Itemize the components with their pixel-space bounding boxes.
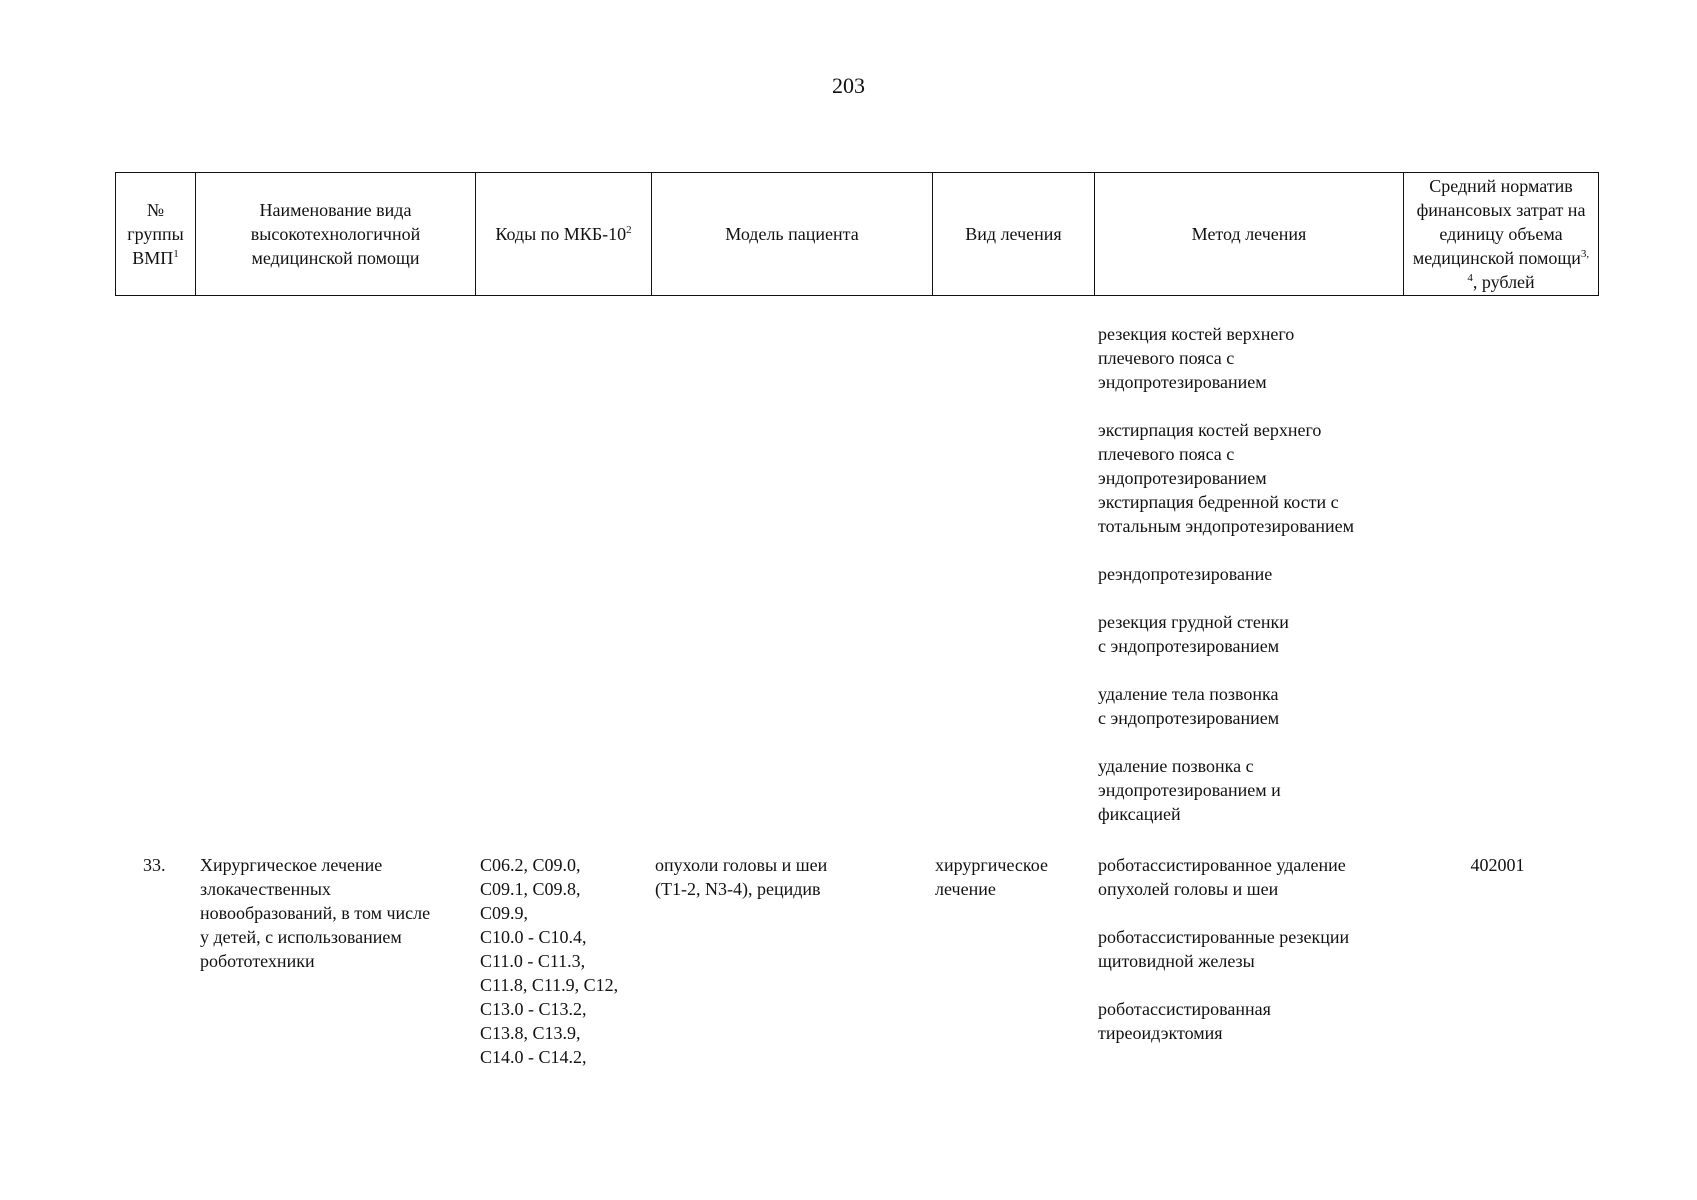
treatment-method-line: с эндопротезированием: [1098, 708, 1280, 728]
row-icd-codes: [480, 853, 650, 1069]
header-group-number: № группы ВМП$^1$: [116, 173, 196, 296]
treatment-method: [1098, 562, 1398, 586]
icd-code-line: C13.0 - C13.2,: [480, 999, 587, 1019]
treatment-method: [1098, 490, 1398, 538]
icd-code-line: C11.0 - C11.3,: [480, 951, 586, 971]
treatment-method-line: тотальным эндопротезированием: [1098, 516, 1355, 536]
header-average-cost: Средний норматив финансовых затрат на единицу объема медицинской помощи$^{3, 4}$, рублей: [1404, 173, 1599, 296]
care-type-name-line: у детей, с использованием: [200, 927, 402, 947]
treatment-method: [1098, 418, 1398, 490]
treatment-method-line: эндопротезированием и: [1098, 780, 1281, 800]
icd-code-line: C09.1, C09.8,: [480, 879, 581, 899]
patient-model-line: (T1-2, N3-4), рецидив: [655, 879, 821, 899]
treatment-method-line: плечевого пояса с: [1098, 444, 1235, 464]
care-type-name-line: робототехники: [200, 951, 315, 971]
treatment-method: [1098, 322, 1398, 394]
row-patient-model: [655, 853, 925, 901]
icd-code-line: C14.0 - C14.2,: [480, 1047, 587, 1067]
header-care-type-name: Наименование вида высокотехнологичной медицинской помощи: [196, 173, 476, 296]
treatment-method: [1098, 853, 1398, 901]
row-care-type-name: [200, 853, 470, 973]
header-treatment-type: Вид лечения: [933, 173, 1095, 296]
icd-code-line: C10.0 - C10.4,: [480, 927, 587, 947]
treatment-method: [1098, 997, 1398, 1045]
treatment-method-line: роботассистированные резекции: [1098, 927, 1350, 947]
treatment-method: [1098, 610, 1398, 658]
icd-code-line: C06.2, C09.0,: [480, 855, 581, 875]
page-number: 203: [832, 73, 865, 98]
care-type-name-line: Хирургическое лечение: [200, 855, 383, 875]
treatment-method-line: роботассистированное удаление: [1098, 855, 1346, 875]
treatment-method-line: реэндопротезирование: [1098, 564, 1273, 584]
treatment-method: [1098, 925, 1398, 973]
care-type-name-line: злокачественных: [200, 879, 331, 899]
treatment-method-line: удаление позвонка с: [1098, 756, 1254, 776]
treatment-method-line: эндопротезированием: [1098, 468, 1267, 488]
treatment-method: [1098, 682, 1398, 730]
table-header: [115, 172, 1599, 296]
row-treatment-methods: [1098, 853, 1398, 1069]
treatment-method-line: щитовидной железы: [1098, 951, 1255, 971]
treatment-method-line: удаление тела позвонка: [1098, 684, 1279, 704]
header-icd-codes: Коды по МКБ-$10^2$: [476, 173, 652, 296]
icd-code-line: C13.8, C13.9,: [480, 1023, 581, 1043]
treatment-method: [1098, 754, 1398, 826]
row-treatment-type: [935, 853, 1085, 901]
icd-code-line: C11.8, C11.9, C12,: [480, 975, 619, 995]
treatment-method-line: опухолей головы и шеи: [1098, 879, 1279, 899]
treatment-method-line: фиксацией: [1098, 804, 1181, 824]
treatment-method-line: резекция грудной стенки: [1098, 612, 1289, 632]
treatment-method-line: плечевого пояса с: [1098, 348, 1235, 368]
treatment-method-line: роботассистированная: [1098, 999, 1271, 1019]
icd-code-line: C09.9,: [480, 903, 529, 923]
treatment-method-line: эндопротезированием: [1098, 372, 1267, 392]
treatment-type-line: хирургическое: [935, 855, 1048, 875]
treatment-method-line: с эндопротезированием: [1098, 636, 1280, 656]
header-treatment-method: Метод лечения: [1095, 173, 1404, 296]
treatment-method-line: тиреоидэктомия: [1098, 1023, 1223, 1043]
treatment-method-line: экстирпация костей верхнего: [1098, 420, 1322, 440]
row-average-cost: 402001: [1470, 855, 1525, 875]
treatment-type-line: лечение: [935, 879, 996, 899]
continued-methods: [1098, 322, 1398, 850]
row-group-number: 33.: [143, 855, 166, 875]
header-patient-model: Модель пациента: [652, 173, 933, 296]
patient-model-line: опухоли головы и шеи: [655, 855, 828, 875]
care-type-name-line: новообразований, в том числе: [200, 903, 431, 923]
treatment-method-line: резекция костей верхнего: [1098, 324, 1295, 344]
treatment-method-line: экстирпация бедренной кости с: [1098, 492, 1339, 512]
